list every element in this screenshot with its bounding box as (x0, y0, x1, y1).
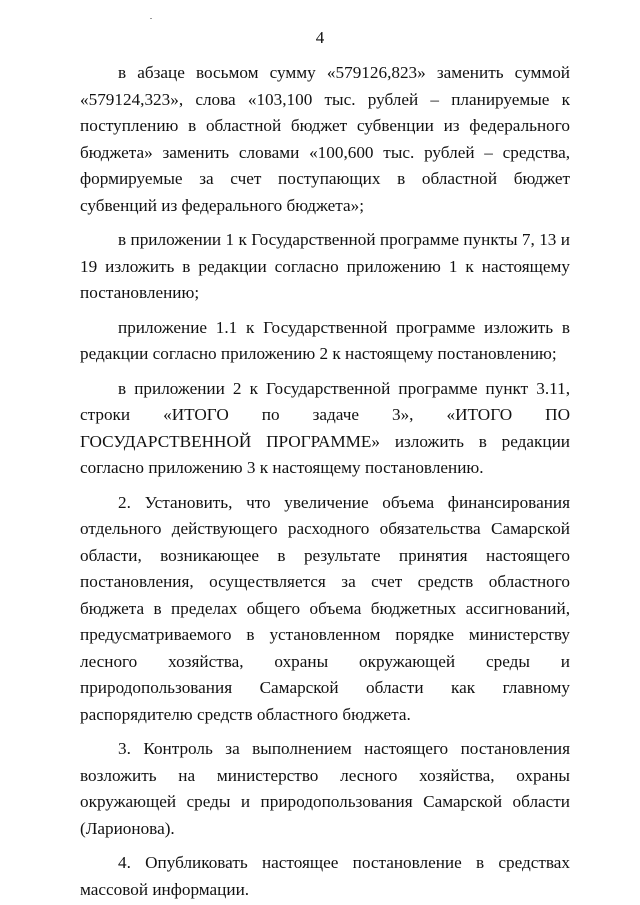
paragraph-item-3-control: 3. Контроль за выполнением настоящего постановления возложить на министерство лесного хозяйства, охраны окружающей среды и природопользования Самарской области (Ларионова). (80, 739, 570, 838)
paragraph-item-4-publish: 4. Опубликовать настоящее постановление в средствах массовой информации. (80, 853, 570, 899)
scan-artifact (150, 18, 152, 19)
paragraph-appendix-1-1: приложение 1.1 к Государственной программе изложить в редакции согласно приложению 2 к настоящему постановлению; (80, 317, 570, 363)
document-body (80, 60, 570, 903)
paragraph-appendix-2: в приложении 2 к Государственной программе пункт 3.11, строки «ИТОГО по задаче 3», «ИТОГО ПО ГОСУДАРСТВЕННОЙ ПРОГРАММЕ» изложить в редакции согласно приложению 3 к настоящему постановлению. (80, 378, 570, 477)
paragraph-appendix-1: в приложении 1 к Государственной программе пункты 7, 13 и 19 изложить в редакции согласно приложению 1 к настоящему постановлению; (80, 230, 570, 302)
page-number: 4 (315, 28, 325, 47)
paragraph-amendment-sum: в абзаце восьмом сумму «579126,823» заменить суммой «579124,323», слова «103,100 тыс. рублей – планируемые к поступлению в областной бюджет субвенции из федерального бюджета» заменить словами «100,600 тыс. рублей – средства, формируемые за счет поступающих в областной бюджет субвенций из федерального бюджета»; (80, 63, 570, 215)
paragraph-item-2-financing: 2. Установить, что увеличение объема финансирования отдельного действующего расходного обязательства Самарской области, возникающее в результате принятия настоящего постановления, осуществляется за счет средств областного бюджета в пределах общего объема бюджетных ассигнований, предусматриваемого в установленном порядке министерству лесного хозяйства, охраны окружающей среды и природопользования Самарской области как главному распорядителю средств областного бюджета. (80, 492, 570, 724)
